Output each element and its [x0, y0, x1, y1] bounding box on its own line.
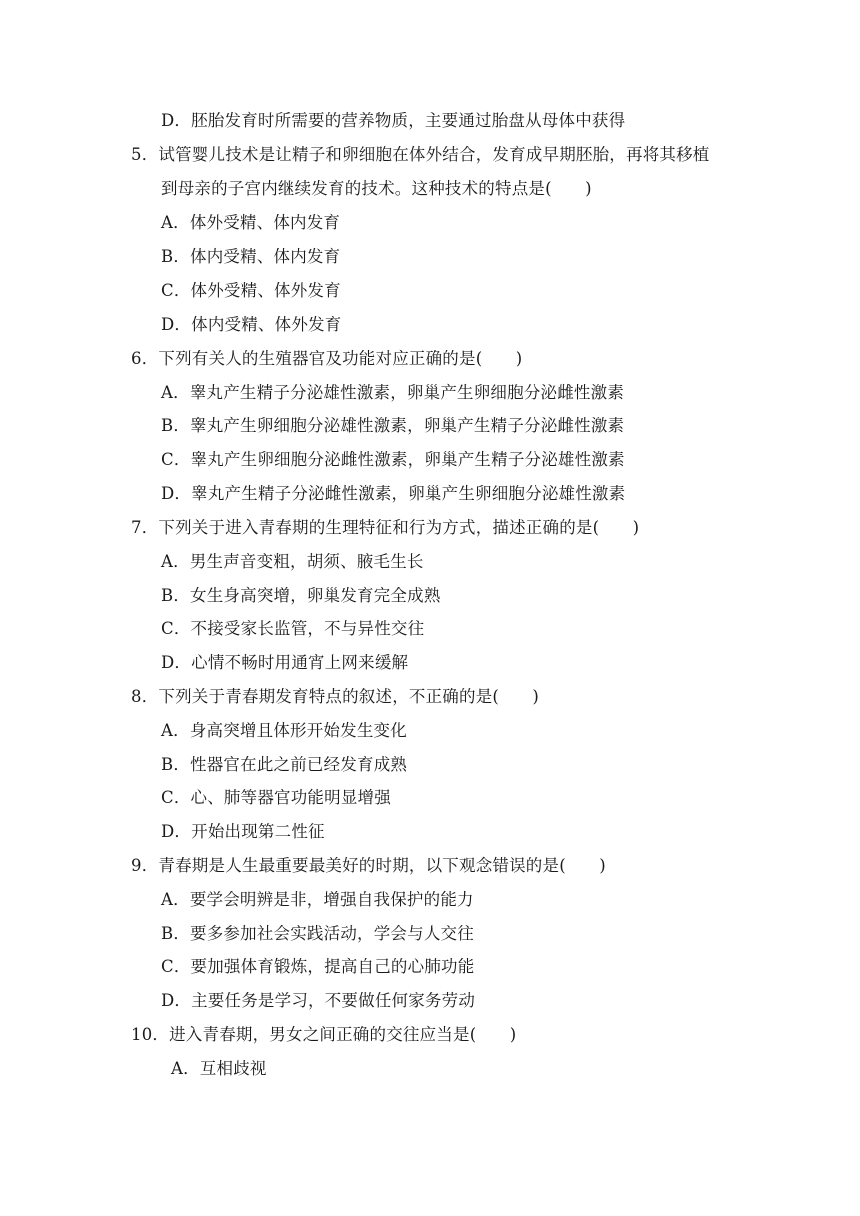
q6-stem: 6．下列有关人的生殖器官及功能对应正确的是( ) — [131, 349, 523, 368]
q8-option-b: B．性器官在此之前已经发育成熟 — [161, 755, 408, 774]
q6-option-c: C．睾丸产生卵细胞分泌雌性激素，卵巢产生精子分泌雄性激素 — [161, 450, 625, 469]
q7-stem: 7．下列关于进入青春期的生理特征和行为方式，描述正确的是( ) — [131, 518, 640, 537]
q10-option-a: A．互相歧视 — [171, 1059, 267, 1078]
q5-option-c: C．体外受精、体外发育 — [161, 281, 341, 300]
q7-option-c: C．不接受家长监管，不与异性交往 — [161, 619, 425, 638]
q9-option-b: B．要多参加社会实践活动，学会与人交往 — [161, 924, 474, 943]
q10-stem: 10．进入青春期，男女之间正确的交往应当是( ) — [131, 1025, 517, 1044]
q8-stem: 8．下列关于青春期发育特点的叙述，不正确的是( ) — [131, 687, 540, 706]
q5-option-d: D．体内受精、体外发育 — [161, 315, 342, 334]
q6-option-d: D．睾丸产生精子分泌雌性激素，卵巢产生卵细胞分泌雄性激素 — [161, 484, 626, 503]
q8-option-c: C．心、肺等器官功能明显增强 — [161, 788, 391, 807]
q5-option-a: A．体外受精、体内发育 — [161, 213, 341, 232]
q9-option-a: A．要学会明辨是非，增强自我保护的能力 — [161, 890, 474, 909]
q5-option-b: B．体内受精、体内发育 — [161, 247, 341, 266]
q9-stem: 9．青春期是人生最重要最美好的时期，以下观念错误的是( ) — [131, 856, 606, 875]
q8-option-a: A．身高突增且体形开始发生变化 — [161, 721, 407, 740]
q5-stem-line-1: 5．试管婴儿技术是让精子和卵细胞在体外结合，发育成早期胚胎，再将其移植 — [131, 145, 710, 164]
q9-option-d: D．主要任务是学习，不要做任何家务劳动 — [161, 991, 476, 1010]
q6-option-a: A．睾丸产生精子分泌雄性激素，卵巢产生卵细胞分泌雌性激素 — [161, 383, 625, 402]
q9-option-c: C．要加强体育锻炼，提高自己的心肺功能 — [161, 957, 475, 976]
q7-option-b: B．女生身高突增，卵巢发育完全成熟 — [161, 586, 441, 605]
q7-option-d: D．心情不畅时用通宵上网来缓解 — [161, 653, 409, 672]
q5-stem-line-2: 到母亲的子宫内继续发育的技术。这种技术的特点是( ) — [161, 179, 592, 198]
q8-option-d: D．开始出现第二性征 — [161, 822, 325, 841]
q6-option-b: B．睾丸产生卵细胞分泌雄性激素，卵巢产生精子分泌雌性激素 — [161, 416, 625, 435]
q4-option-d: D．胚胎发育时所需要的营养物质，主要通过胎盘从母体中获得 — [161, 111, 626, 130]
q7-option-a: A．男生声音变粗，胡须、腋毛生长 — [161, 552, 424, 571]
